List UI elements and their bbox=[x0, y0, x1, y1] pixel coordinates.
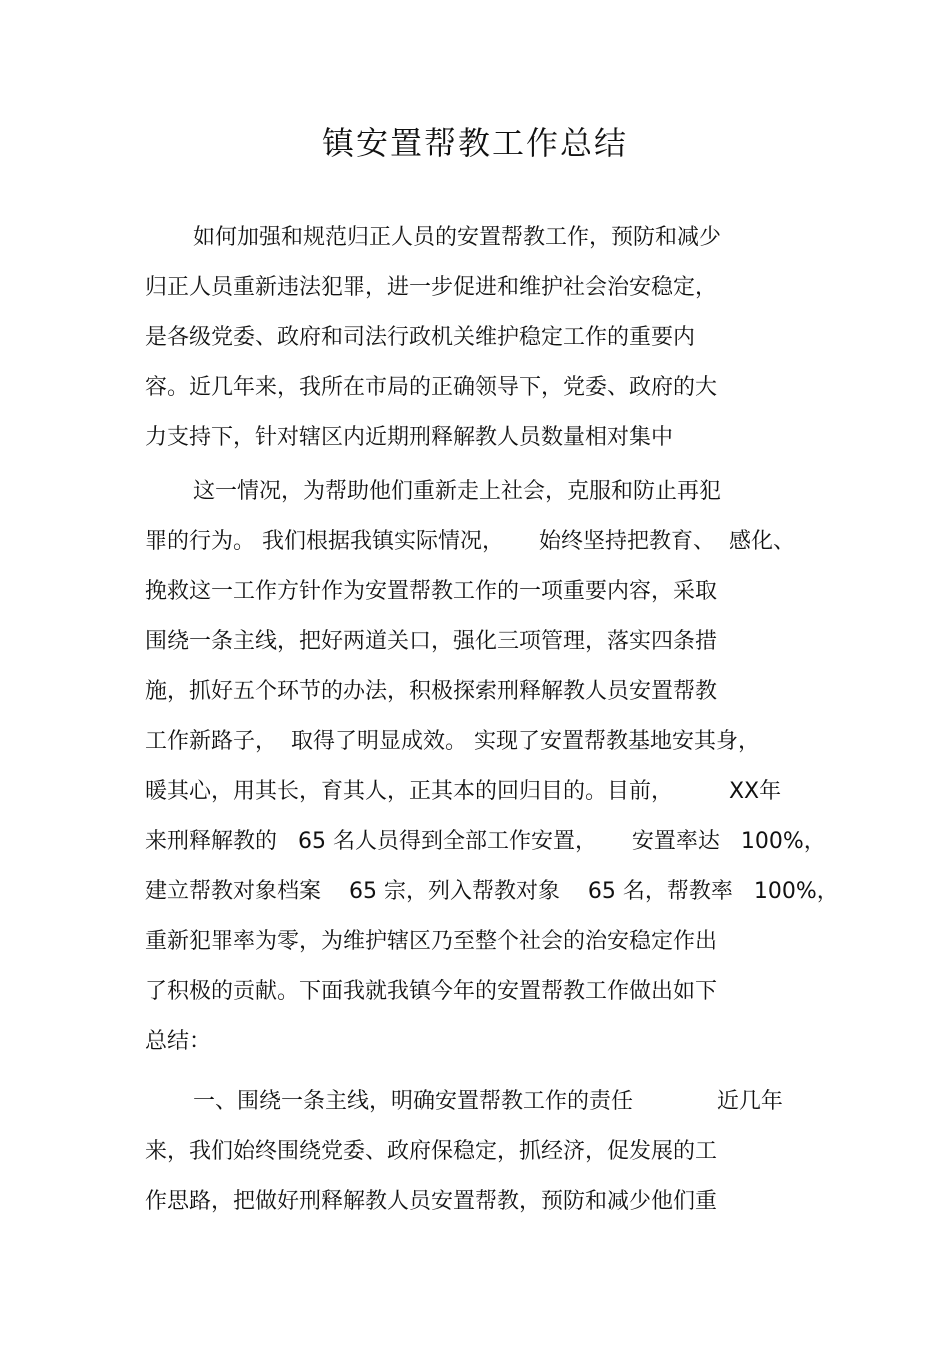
paragraph-line: 罪的行为。 我们根据我镇实际情况， 始终坚持把教育、 感化、 bbox=[145, 529, 795, 554]
paragraph-line: 了积极的贡献。下面我就我镇今年的安置帮教工作做出如下 bbox=[145, 979, 718, 1004]
paragraph-line: 归正人员重新违法犯罪，进一步促进和维护社会治安稳定， bbox=[145, 275, 718, 300]
paragraph-line: 来刑释解教的 65 名人员得到全部工作安置， 安置率达 100%， bbox=[145, 829, 826, 854]
paragraph-line: 建立帮教对象档案 65 宗，列入帮教对象 65 名，帮教率 100%， bbox=[145, 879, 839, 904]
paragraph-line: 这一情况，为帮助他们重新走上社会，克服和防止再犯 bbox=[193, 479, 722, 504]
paragraph-line: 是各级党委、政府和司法行政机关维护稳定工作的重要内 bbox=[145, 325, 696, 350]
paragraph-line: 如何加强和规范归正人员的安置帮教工作，预防和减少 bbox=[193, 225, 722, 250]
paragraph-line: 施，抓好五个环节的办法，积极探索刑释解教人员安置帮教 bbox=[145, 679, 718, 704]
paragraph-line: 工作新路子， 取得了明显成效。 实现了安置帮教基地安其身， bbox=[145, 729, 760, 754]
document-title: 镇安置帮教工作总结 bbox=[321, 124, 628, 162]
paragraph-line: 来，我们始终围绕党委、政府保稳定，抓经济，促发展的工 bbox=[145, 1139, 718, 1164]
paragraph-line: 围绕一条主线，把好两道关口，强化三项管理，落实四条措 bbox=[145, 629, 718, 654]
paragraph-line: 暖其心，用其长，育其人，正其本的回归目的。目前， XX年 bbox=[145, 779, 782, 804]
paragraph-line: 作思路，把做好刑释解教人员安置帮教，预防和减少他们重 bbox=[145, 1189, 718, 1214]
paragraph-line: 容。近几年来，我所在市局的正确领导下，党委、政府的大 bbox=[145, 375, 718, 400]
paragraph-line: 总结： bbox=[145, 1029, 212, 1054]
paragraph-line: 挽救这一工作方针作为安置帮教工作的一项重要内容，采取 bbox=[145, 579, 718, 604]
paragraph-line: 力支持下，针对辖区内近期刑释解教人员数量相对集中 bbox=[145, 425, 674, 450]
section-heading-line: 一、围绕一条主线，明确安置帮教工作的责任 近几年 bbox=[193, 1089, 783, 1114]
paragraph-line: 重新犯罪率为零，为维护辖区乃至整个社会的治安稳定作出 bbox=[145, 929, 718, 954]
